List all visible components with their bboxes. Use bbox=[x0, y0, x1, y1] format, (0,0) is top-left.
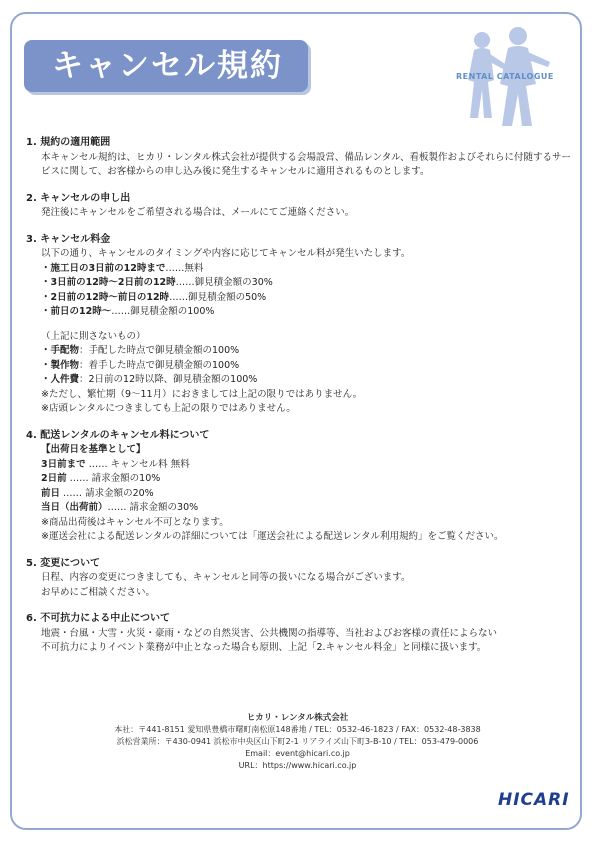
company-footer bbox=[0, 712, 595, 772]
section-force-majeure bbox=[26, 612, 571, 656]
exception-row bbox=[41, 344, 571, 359]
subheading: 【出荷日を基準として】 bbox=[41, 444, 146, 455]
section-changes bbox=[26, 557, 571, 601]
fee-value: ……御見積金額の100% bbox=[111, 306, 215, 317]
fee-row bbox=[41, 458, 571, 473]
page-title: キャンセル規約 bbox=[52, 48, 283, 84]
section-heading: 6. 不可抗力による中止について bbox=[26, 613, 171, 624]
section-heading: 4. 配送レンタルのキャンセル料について bbox=[26, 429, 210, 441]
children-silhouette-illustration bbox=[432, 26, 562, 138]
fee-value: ……御見積金額の50% bbox=[169, 291, 267, 303]
fee-row bbox=[41, 472, 571, 487]
exception-value: ：2日前の12時以降、御見積金額の100% bbox=[79, 374, 258, 385]
fee-value: …… 請求金額の30% bbox=[107, 502, 199, 513]
exception-label: ・手配物 bbox=[41, 345, 80, 356]
fee-row bbox=[41, 276, 571, 291]
exception-value: ：手配した時点で御見積金額の100% bbox=[79, 345, 240, 356]
section-body bbox=[26, 443, 571, 545]
fee-row bbox=[41, 501, 571, 516]
body-line: 日程、内容の変更につきましても、キャンセルと同等の扱いになる場合がございます。 bbox=[41, 572, 411, 583]
exception-title: （上記に則さないもの） bbox=[41, 330, 146, 342]
section-heading: 1. 規約の適用範囲 bbox=[26, 137, 111, 148]
fee-label: ・前日の12時～ bbox=[41, 306, 112, 317]
section-heading: 2. キャンセルの申し出 bbox=[26, 192, 131, 204]
note: ※運送会社による配送レンタルの詳細については「運送会社による配送レンタル利用規約」をご覧ください。 bbox=[41, 531, 504, 542]
fee-row bbox=[41, 262, 571, 277]
fee-label: ・3日前の12時～2日前の12時 bbox=[41, 277, 176, 288]
exception-label: ・製作物 bbox=[41, 359, 80, 371]
contact-email[interactable]: Email：event@hicari.co.jp bbox=[245, 749, 350, 758]
fee-value: …… 請求金額の10% bbox=[69, 473, 161, 484]
section-notice bbox=[26, 192, 571, 221]
fee-label: 3日前まで bbox=[41, 458, 86, 470]
exception-label: ・人件費 bbox=[41, 374, 80, 385]
exception-row bbox=[41, 373, 571, 388]
section-scope bbox=[26, 136, 571, 180]
hicari-logo: HICARI bbox=[498, 790, 570, 810]
website-url[interactable]: URL：https://www.hicari.co.jp bbox=[238, 761, 357, 770]
fee-value: …… キャンセル料 無料 bbox=[88, 458, 190, 470]
note: ※ただし、繁忙期（9～11月）におきましては上記の限りではありません。 bbox=[41, 388, 363, 400]
fee-row bbox=[41, 305, 571, 320]
section-body: 発注後にキャンセルをご希望される場合は、メールにてご連絡ください。 bbox=[41, 207, 355, 218]
fee-value: ……無料 bbox=[165, 262, 204, 274]
fee-row bbox=[41, 487, 571, 502]
title-banner bbox=[24, 40, 308, 92]
section-heading: 3. キャンセル料金 bbox=[26, 233, 111, 245]
fee-label: ・2日前の12時～前日の12時 bbox=[41, 291, 170, 303]
hq-address: 本社：〒441-8151 愛知県豊橋市曙町南松原148番地 / TEL：0532-46-1823 / FAX：0532-48-3838 bbox=[114, 725, 481, 734]
section-heading: 5. 変更について bbox=[26, 557, 101, 569]
section-body bbox=[26, 247, 571, 417]
section-body bbox=[26, 571, 571, 600]
note: ※商品出荷後はキャンセル不可となります。 bbox=[41, 516, 229, 528]
exception-value: ：着手した時点で御見積金額の100% bbox=[79, 359, 240, 371]
body-line: 地震・台風・大雪・火災・豪雨・などの自然災害、公共機関の指導等、当社およびお客様の責任によらない bbox=[41, 627, 498, 639]
fee-intro: 以下の通り、キャンセルのタイミングや内容に応じてキャンセル料が発生いたします。 bbox=[41, 248, 411, 259]
section-body bbox=[26, 627, 571, 656]
body-line: お早めにご相談ください。 bbox=[41, 586, 156, 598]
rental-catalogue-label: RENTAL CATALOGUE bbox=[456, 72, 554, 81]
fee-value: ……御見積金額の30% bbox=[175, 277, 273, 288]
note: ※店頭レンタルにつきましても上記の限りではありません。 bbox=[41, 403, 296, 414]
fee-label: 前日 bbox=[41, 487, 61, 499]
fee-row bbox=[41, 291, 571, 306]
exception-row bbox=[41, 359, 571, 374]
body-line: 不可抗力によりイベント業務が中止となった場合も原則、上記「2.キャンセル料金」と同様に扱います。 bbox=[41, 642, 487, 653]
terms-content bbox=[26, 136, 571, 668]
section-cancellation-fees bbox=[26, 233, 571, 417]
fee-label: 2日前 bbox=[41, 473, 67, 484]
fee-value: …… 請求金額の20% bbox=[63, 487, 154, 499]
fee-label: ・施工日の3日前の12時まで bbox=[41, 262, 166, 274]
section-body: 本キャンセル規約は、ヒカリ・レンタル株式会社が提供する会場設営、備品レンタル、看板製作およびそれらに付随するサービスに関して、お客様からの申し込み後に発生するキャンセルに適用されるものとします。 bbox=[41, 151, 572, 177]
fee-label: 当日（出荷前） bbox=[41, 502, 108, 513]
company-name: ヒカリ・レンタル株式会社 bbox=[246, 713, 349, 723]
section-delivery-rental bbox=[26, 429, 571, 545]
branch-address: 浜松営業所：〒430-0941 浜松市中央区山下町2-1 リアライズ山下町3-B-10 / TEL：053-479-0006 bbox=[116, 737, 479, 746]
